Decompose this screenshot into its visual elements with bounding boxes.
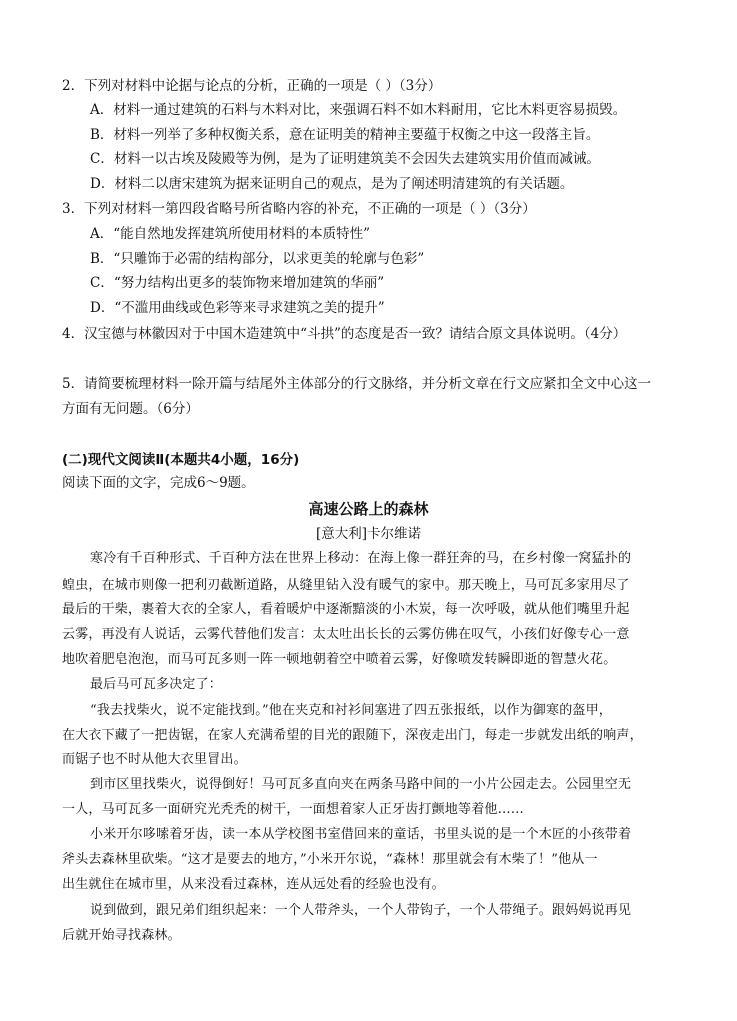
paragraph-line: 蝗虫，在城市则像一把利刃截断道路，从缝里钻入没有暖气的家中。那天晚上，马可瓦多家用尽了 — [62, 578, 630, 593]
paragraph-line: 云雾，再没有人说话，云雾代替他们发言：太太吐出长长的云雾仿佛在叹气，小孩们好像专心一意 — [62, 627, 630, 642]
paragraph-line: 在大衣下藏了一把齿锯，在家人充满希望的目光的跟随下，深夜走出门，每走一步就发出纸的响声， — [62, 728, 643, 743]
question-2-option-b: B．材料一列举了多种权衡关系，意在证明美的精神主要蕴于权衡之中这一段落主旨。 — [90, 127, 600, 143]
paragraph-line: 小米开尔哆嗦着牙齿，读一本从学校图书室借回来的童话，书里头说的是一个木匠的小孩带着 — [90, 827, 632, 842]
question-4: 4．汉宝德与林徽因对于中国木造建筑中“斗拱”的态度是否一致？请结合原文具体说明。（4分） — [62, 326, 627, 342]
question-3-option-b: B．“只雕饰于必需的结构部分，以求更美的轮廓与色彩” — [90, 251, 425, 267]
question-2-option-a: A．材料一通过建筑的石料与木料对比，来强调石料不如木料耐用，它比木料更容易损毁。 — [90, 102, 627, 118]
paragraph-line: 最后的干柴，裹着大衣的全家人，看着暖炉中逐渐黯淡的小木炭，每一次呼吸，就从他们嘴里升起 — [62, 602, 630, 617]
paragraph-line: 一人，马可瓦多一面研究光秃秃的树干，一面想着家人正牙齿打颤地等着他…… — [62, 802, 525, 817]
question-2-option-c: C．材料一以古埃及陵殿等为例，是为了证明建筑美不会因失去建筑实用价值而减诫。 — [90, 151, 600, 167]
question-2-stem: 2．下列对材料中论据与论点的分析，正确的一项是（ ）（3分） — [62, 78, 442, 94]
paragraph-line: 寒冷有千百种形式、千百种方法在世界上移动：在海上像一群狂奔的马，在乡村像一窝猛扑的 — [90, 551, 632, 566]
paragraph-line: 到市区里找柴火，说得倒好！马可瓦多直向夹在两条马路中间的一小片公园走去。公园里空无 — [90, 777, 632, 792]
article-title: 高速公路上的森林 — [308, 500, 429, 518]
paragraph-line: “我去找柴火，说不定能找到。”他在夹克和衬衫间塞进了四五张报纸，以作为御寒的盔甲， — [90, 703, 612, 718]
article-author: [意大利]卡尔维诺 — [315, 526, 422, 542]
paragraph-line: 最后马可瓦多决定了： — [90, 677, 223, 692]
question-3-option-c: C．“努力结构出更多的装饰物来增加建筑的华丽” — [90, 275, 385, 291]
paragraph-line: 后就开始寻找森林。 — [62, 928, 181, 943]
question-2-option-d: D．材料二以唐宋建筑为据来证明自己的观点，是为了阐述明清建筑的有关话题。 — [90, 176, 574, 192]
section-instruction: 阅读下面的文字，完成6～9题。 — [62, 475, 255, 491]
paragraph-line: 而锯子也不时从他大衣里冒出。 — [62, 752, 247, 767]
question-3-stem: 3．下列对材料一第四段省略号所省略内容的补充，不正确的一项是（ ）（3分） — [62, 201, 536, 217]
question-3-option-d: D．“不滥用曲线或色彩等来寻求建筑之美的提升” — [90, 300, 385, 316]
paragraph-line: 出生就住在城市里，从来没看过森林，连从远处看的经验也没有。 — [62, 877, 445, 892]
paragraph-line: 地吹着肥皂泡泡，而马可瓦多则一阵一顿地朝着空中喷着云雾，好像喷发转瞬即逝的智慧火花。 — [62, 652, 617, 667]
paragraph-line: 说到做到，跟兄弟们组织起来：一个人带斧头，一个人带钩子，一个人带绳子。跟妈妈说再见 — [90, 903, 632, 918]
paragraph-line: 斧头去森林里砍柴。“这才是要去的地方，”小米开尔说，“森林！那里就会有木柴了！”他从一 — [62, 852, 598, 867]
question-3-option-a: A．“能自然地发挥建筑所使用材料的本质特性” — [90, 226, 371, 242]
question-5-line-1: 5．请简要梳理材料一除开篇与结尾外主体部分的行文脉络，并分析文章在行文应紧扣全文中心这一 — [62, 376, 652, 392]
section-heading: (二)现代文阅读Ⅱ(本题共4小题，16分) — [62, 452, 300, 468]
question-5-line-2: 方面有无问题。（6分） — [62, 401, 199, 417]
